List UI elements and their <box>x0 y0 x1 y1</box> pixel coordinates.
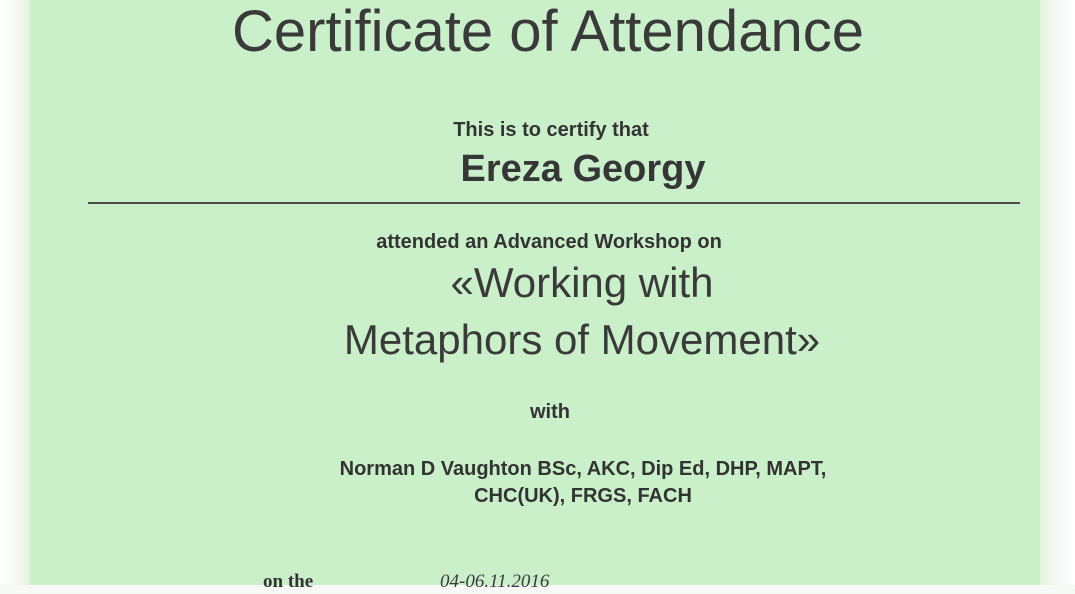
workshop-title-line-2: Metaphors of Movement» <box>343 316 821 363</box>
name-underline <box>88 202 1020 204</box>
recipient-name: Ereza Georgy <box>460 148 706 190</box>
scan-right-margin <box>1040 0 1075 585</box>
instructor-credentials-line-2: CHC(UK), FRGS, FACH <box>474 485 692 507</box>
on-the-label: on the <box>263 571 314 592</box>
workshop-date: 04-06.11.2016 <box>440 571 550 592</box>
attended-line: attended an Advanced Workshop on <box>376 231 722 253</box>
instructor-credentials-line-1: Norman D Vaughton BSc, AKC, Dip Ed, DHP, MAPT, <box>339 458 827 480</box>
workshop-title-line-1: «Working with <box>450 259 714 306</box>
with-label: with <box>530 401 570 423</box>
certificate-title: Certificate of Attendance <box>232 0 864 64</box>
scan-left-margin <box>0 0 30 585</box>
certify-line: This is to certify that <box>453 119 649 141</box>
